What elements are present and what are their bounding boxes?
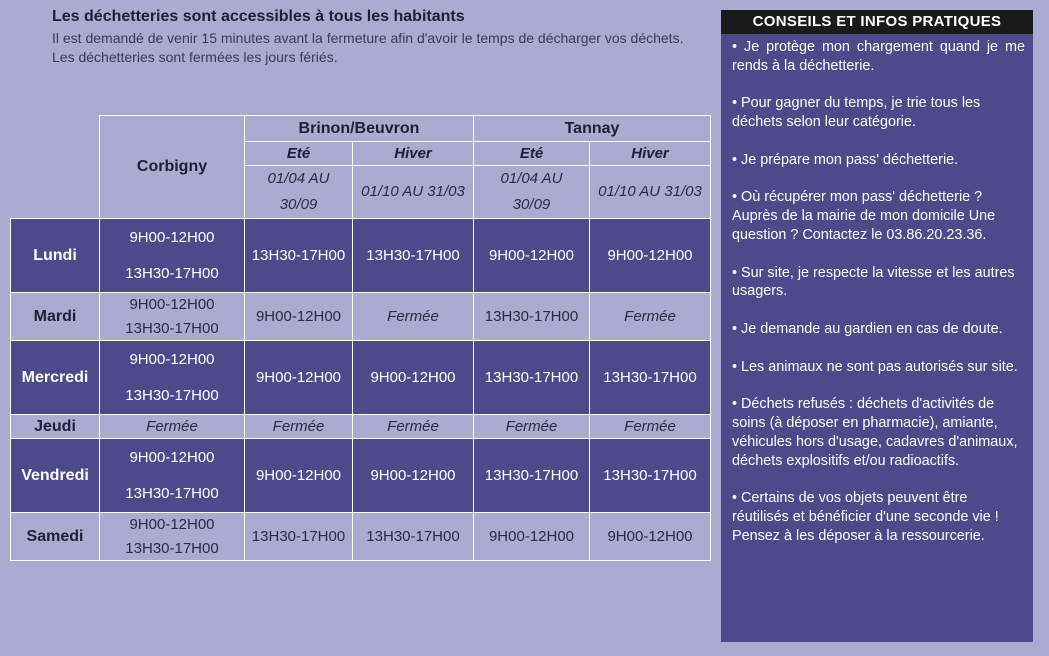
header-tannay-hiver: Hiver	[590, 142, 711, 166]
header-brinon-ete-dates	[245, 166, 353, 219]
header-brinon-hiver-dates: 01/10 AU 31/03	[353, 166, 474, 219]
tannay-ete-hours: 13H30-17H00	[474, 293, 590, 341]
brinon-ete-hours: 13H30-17H00	[245, 219, 353, 293]
header-tannay-hiver-dates: 01/10 AU 31/03	[590, 166, 711, 219]
tip-item: • Je protège mon chargement quand je me rends à la déchetterie.	[732, 39, 1025, 74]
date-start: 01/04 AU	[500, 170, 563, 187]
brinon-hiver-hours: 13H30-17H00	[353, 513, 474, 561]
tannay-ete-hours: 13H30-17H00	[474, 439, 590, 513]
day-label: Mardi	[11, 293, 100, 341]
brinon-hiver-hours: 9H00-12H00	[353, 341, 474, 415]
hours-morning: 9H00-12H00	[129, 228, 215, 246]
date-end: 30/09	[279, 196, 318, 213]
tannay-hiver-hours: 13H30-17H00	[590, 439, 711, 513]
tannay-ete-hours: 13H30-17H00	[474, 341, 590, 415]
brinon-ete-hours: Fermée	[245, 415, 353, 439]
corbigny-hours	[100, 219, 245, 293]
brinon-hiver-hours: 9H00-12H00	[353, 439, 474, 513]
tip-item: • Où récupérer mon pass' déchetterie ? Auprès de la mairie de mon domicile Une question ? Contactez le 03.86.20.23.36.	[732, 189, 996, 243]
date-end: 30/09	[512, 196, 551, 213]
schedule-table	[10, 115, 711, 561]
tip-item: • Les animaux ne sont pas autorisés sur site.	[732, 358, 1018, 375]
tip-item: • Sur site, je respecte la vitesse et les autres usagers.	[732, 264, 1015, 300]
brinon-ete-hours: 9H00-12H00	[245, 341, 353, 415]
tip-item: • Pour gagner du temps, je trie tous les déchets selon leur catégorie.	[732, 95, 981, 131]
hours-morning: 9H00-12H00	[129, 350, 215, 368]
hours-afternoon: 13H30-17H00	[125, 484, 219, 502]
day-label: Lundi	[11, 219, 100, 293]
header-brinon: Brinon/Beuvron	[245, 116, 474, 142]
brinon-ete-hours: 9H00-12H00	[245, 293, 353, 341]
table-row	[11, 293, 711, 341]
corbigny-hours: Fermée	[100, 415, 245, 439]
brinon-hiver-hours: 13H30-17H00	[353, 219, 474, 293]
table-corner	[11, 116, 100, 219]
tannay-ete-hours: 9H00-12H00	[474, 219, 590, 293]
table-row	[11, 513, 711, 561]
tip-item: • Déchets refusés : déchets d'activités de soins (à déposer en pharmacie), amiante, véhicules hors d'usage, cadavres d'animaux, déchets explositifs et/ou radioactifs.	[732, 396, 1018, 469]
intro-block	[52, 8, 702, 66]
header-corbigny: Corbigny	[100, 116, 245, 219]
tip-item: • Je prépare mon pass' déchetterie.	[732, 151, 959, 168]
corbigny-hours	[100, 439, 245, 513]
brinon-hiver-hours: Fermée	[353, 293, 474, 341]
hours-morning: 9H00-12H00	[129, 295, 215, 313]
hours-morning: 9H00-12H00	[129, 448, 215, 466]
hours-afternoon: 13H30-17H00	[125, 539, 219, 557]
hours-morning: 9H00-12H00	[129, 515, 215, 533]
tannay-hiver-hours: 9H00-12H00	[590, 219, 711, 293]
day-label: Mercredi	[11, 341, 100, 415]
tannay-ete-hours: 9H00-12H00	[474, 513, 590, 561]
table-row	[11, 439, 711, 513]
brinon-ete-hours: 9H00-12H00	[245, 439, 353, 513]
tannay-hiver-hours: 13H30-17H00	[590, 341, 711, 415]
brinon-ete-hours: 13H30-17H00	[245, 513, 353, 561]
tannay-hiver-hours: 9H00-12H00	[590, 513, 711, 561]
brinon-hiver-hours: Fermée	[353, 415, 474, 439]
intro-text-arrival: Il est demandé de venir 15 minutes avant la fermeture afin d'avoir le temps de décharger vos déchets.	[52, 30, 684, 46]
tip-item: • Je demande au gardien en cas de doute.	[732, 320, 1003, 337]
tannay-hiver-hours: Fermée	[590, 293, 711, 341]
hours-afternoon: 13H30-17H00	[125, 264, 219, 282]
tips-panel	[721, 10, 1033, 642]
header-tannay-ete: Eté	[474, 142, 590, 166]
corbigny-hours	[100, 293, 245, 341]
date-start: 01/04 AU	[267, 170, 330, 187]
day-label: Samedi	[11, 513, 100, 561]
tips-panel-title: CONSEILS ET INFOS PRATIQUES	[721, 10, 1033, 34]
tannay-ete-hours: Fermée	[474, 415, 590, 439]
header-brinon-ete: Eté	[245, 142, 353, 166]
hours-afternoon: 13H30-17H00	[125, 386, 219, 404]
table-row	[11, 415, 711, 439]
tips-list	[721, 34, 1033, 546]
day-label: Jeudi	[11, 415, 100, 439]
page-title: Les déchetteries sont accessibles à tous les habitants	[52, 8, 465, 25]
intro-text-holidays: Les déchetteries sont fermées les jours fériés.	[52, 49, 338, 65]
corbigny-hours	[100, 513, 245, 561]
tip-item: • Certains de vos objets peuvent être réutilisés et bénéficier d'une seconde vie ! Pensez à les déposer à la ressourcerie.	[732, 490, 999, 544]
corbigny-hours	[100, 341, 245, 415]
header-tannay: Tannay	[474, 116, 711, 142]
table-row	[11, 219, 711, 293]
header-tannay-ete-dates	[474, 166, 590, 219]
table-row	[11, 341, 711, 415]
header-brinon-hiver: Hiver	[353, 142, 474, 166]
tannay-hiver-hours: Fermée	[590, 415, 711, 439]
hours-afternoon: 13H30-17H00	[125, 319, 219, 337]
day-label: Vendredi	[11, 439, 100, 513]
